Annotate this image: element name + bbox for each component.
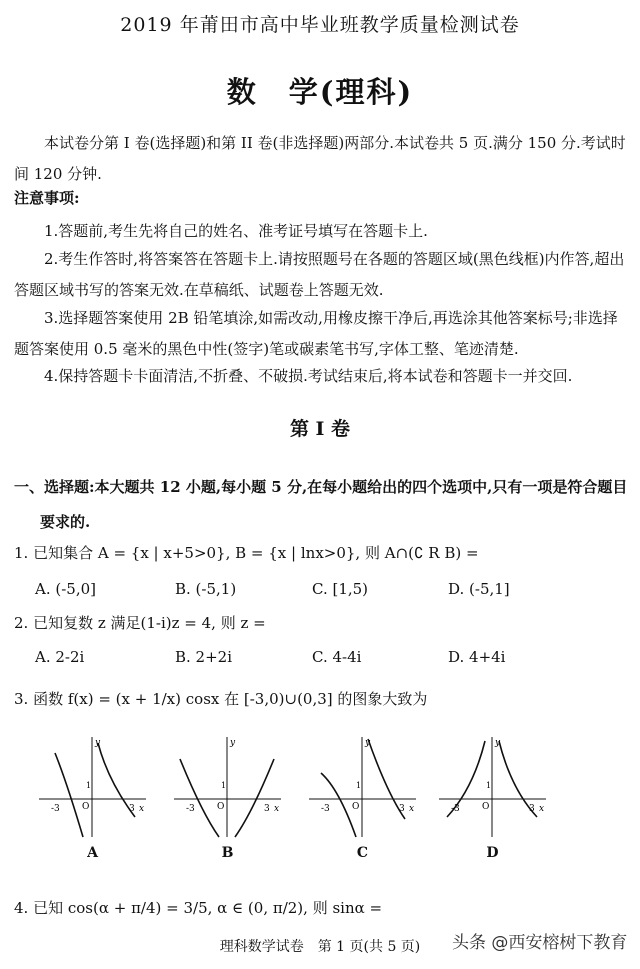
note-item-2: 2.考生作答时,将答案答在答题卡上.请按照题号在各题的答题区域(黑色线框)内作答,超出答题区域书写的答案无效.在草稿纸、试题卷上答题无效.: [14, 250, 625, 299]
question-1-option-b: B. (-5,1): [175, 580, 237, 598]
tick-1: 1: [221, 781, 227, 790]
graph-option-c: [305, 733, 420, 861]
tick-pos-3: 3: [399, 804, 405, 814]
y-axis-label: y: [365, 738, 371, 748]
y-axis-label: y: [95, 738, 101, 748]
tick-1: 1: [486, 781, 492, 790]
tick-neg-3: -3: [451, 804, 460, 814]
note-item-1: 1.答题前,考生先将自己的姓名、准考证号填写在答题卡上.: [44, 222, 428, 240]
x-axis-label: x: [139, 804, 145, 814]
y-axis-label: y: [230, 738, 236, 748]
graph-label-b: B: [221, 845, 234, 861]
section-heading-line-1: 一、选择题:本大题共 12 小题,每小题 5 分,在每小题给出的四个选项中,只有一项是符合题目: [14, 478, 628, 496]
x-axis-label: x: [539, 804, 545, 814]
y-axis-label: y: [495, 738, 501, 748]
page-footer: 理科数学试卷 第 1 页(共 5 页): [219, 939, 421, 955]
tick-neg-3: -3: [186, 804, 195, 814]
part-title: 第 I 卷: [289, 418, 351, 440]
curve-left: [180, 759, 219, 837]
tick-neg-3: -3: [51, 804, 60, 814]
graph-label-a: A: [87, 845, 98, 861]
watermark: 头条 @西安榕树下教育: [452, 933, 628, 953]
subject-title: 数 学(理科): [226, 75, 414, 109]
exam-title: 2019 年莆田市高中毕业班教学质量检测试卷: [120, 14, 520, 36]
note-item-3: 3.选择题答案使用 2B 铅笔填涂,如需改动,用橡皮擦干净后,再选涂其他答案标号;非选择题答案使用 0.5 毫米的黑色中性(签字)笔或碳素笔书写,字体工整、笔迹清楚.: [14, 309, 618, 358]
tick-pos-3: 3: [529, 804, 535, 814]
origin-label: O: [352, 802, 360, 812]
question-2-option-d: D. 4+4i: [448, 648, 506, 666]
x-axis-label: x: [409, 804, 415, 814]
x-axis-label: x: [274, 804, 280, 814]
question-2-option-a: A. 2-2i: [35, 648, 85, 666]
question-2-stem: 2. 已知复数 z 满足(1-i)z = 4, 则 z =: [14, 614, 266, 632]
tick-1: 1: [356, 781, 362, 790]
origin-label: O: [482, 802, 490, 812]
tick-neg-3: -3: [321, 804, 330, 814]
question-3-stem: 3. 函数 f(x) = (x + 1/x) cosx 在 [-3,0)∪(0,3] 的图象大致为: [14, 690, 428, 708]
graph-label-c: C: [356, 845, 369, 861]
graph-option-a: [35, 733, 150, 861]
graph-option-b: [170, 733, 285, 861]
graph-option-d: [435, 733, 550, 861]
curve-left: [55, 753, 83, 837]
notes-heading: 注意事项:: [14, 189, 80, 207]
origin-label: O: [82, 802, 90, 812]
question-4-stem: 4. 已知 cos(α + π/4) = 3/5, α ∈ (0, π/2), 则 sinα =: [14, 899, 383, 917]
question-1-option-a: A. (-5,0]: [35, 580, 96, 598]
note-item-4: 4.保持答题卡卡面清洁,不折叠、不破损.考试结束后,将本试卷和答题卡一并交回.: [44, 367, 573, 385]
graph-label-d: D: [486, 845, 499, 861]
question-2-option-b: B. 2+2i: [175, 648, 233, 666]
section-heading-line-2: 要求的.: [40, 513, 91, 531]
tick-pos-3: 3: [129, 804, 135, 814]
question-1-stem: 1. 已知集合 A = {x | x+5>0}, B = {x | lnx>0}, 则 A∩(∁ R B) =: [14, 544, 479, 562]
question-2-option-c: C. 4-4i: [312, 648, 362, 666]
curve-right: [235, 759, 274, 837]
question-1-option-d: D. (-5,1]: [448, 580, 510, 598]
tick-pos-3: 3: [264, 804, 270, 814]
tick-1: 1: [86, 781, 92, 790]
origin-label: O: [217, 802, 225, 812]
exam-intro: 本试卷分第 I 卷(选择题)和第 II 卷(非选择题)两部分.本试卷共 5 页.满分 150 分.考试时间 120 分钟.: [14, 134, 626, 183]
question-1-option-c: C. [1,5): [312, 580, 369, 598]
